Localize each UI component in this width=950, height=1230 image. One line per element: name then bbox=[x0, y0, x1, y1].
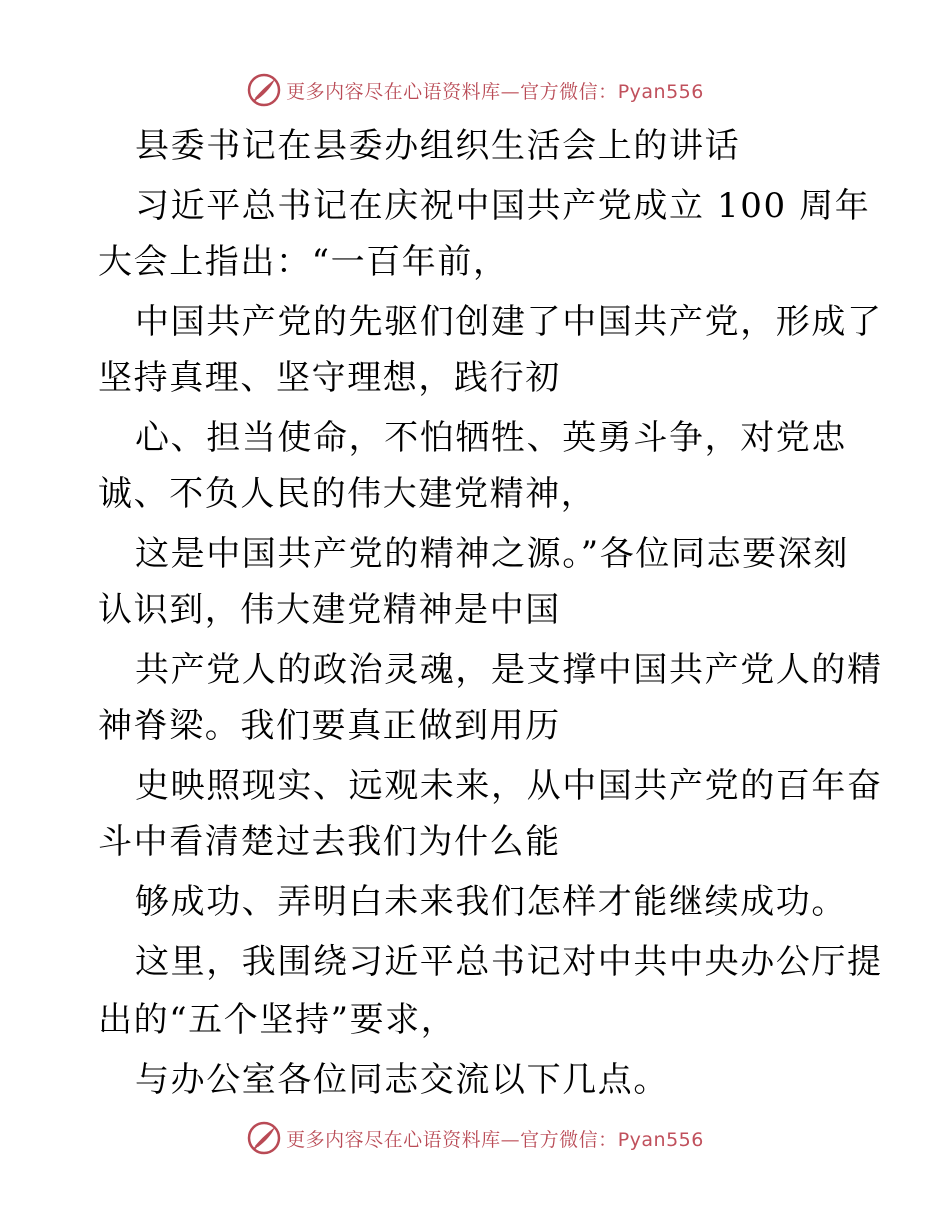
watermark-account: Pyan556 bbox=[617, 80, 704, 103]
watermark-title: 更多内容尽在心语资料库 bbox=[286, 80, 501, 103]
paragraph-line: 神脊梁。我们要真正做到用历 bbox=[98, 706, 561, 746]
paragraph-line: 够成功、弄明白未来我们怎样才能继续成功。 bbox=[135, 882, 847, 922]
watermark-title: 更多内容尽在心语资料库 bbox=[286, 1128, 501, 1151]
paragraph-line: 中国共产党的先驱们创建了中国共产党，形成了 bbox=[135, 302, 883, 342]
paragraph-line: 这里，我围绕习近平总书记对中共中央办公厅提 bbox=[135, 942, 883, 982]
paragraph-line: 诚、不负人民的伟大建党精神， bbox=[98, 474, 597, 514]
watermark-separator: — bbox=[500, 1128, 521, 1151]
paragraph-line: 习近平总书记在庆祝中国共产党成立 100 周年 bbox=[135, 186, 871, 226]
header-watermark bbox=[0, 70, 950, 110]
paragraph-line: 与办公室各位同志交流以下几点。 bbox=[135, 1060, 669, 1100]
paragraph-line: 出的“五个坚持”要求， bbox=[98, 1000, 457, 1040]
watermark-account: Pyan556 bbox=[617, 1128, 704, 1151]
paragraph-line: 认识到，伟大建党精神是中国 bbox=[98, 590, 561, 630]
footer-watermark bbox=[0, 1118, 950, 1158]
watermark-account-label: 官方微信： bbox=[520, 1128, 618, 1151]
watermark-account-label: 官方微信： bbox=[520, 80, 618, 103]
watermark-text bbox=[286, 77, 704, 104]
quill-logo-icon bbox=[246, 72, 282, 108]
paragraph-line: 大会上指出：“一百年前， bbox=[98, 242, 509, 282]
document-title: 县委书记在县委办组织生活会上的讲话 bbox=[135, 126, 741, 166]
paragraph-line: 史映照现实、远观未来，从中国共产党的百年奋 bbox=[135, 766, 883, 806]
paragraph-line: 斗中看清楚过去我们为什么能 bbox=[98, 822, 561, 862]
paragraph-line: 共产党人的政治灵魂，是支撑中国共产党人的精 bbox=[135, 650, 883, 690]
watermark-separator: — bbox=[500, 80, 521, 103]
paragraph-line: 坚持真理、坚守理想，践行初 bbox=[98, 358, 561, 398]
watermark-text bbox=[286, 1125, 704, 1152]
paragraph-line: 心、担当使命，不怕牺牲、英勇斗争，对党忠 bbox=[135, 418, 847, 458]
quill-logo-icon bbox=[246, 1120, 282, 1156]
paragraph-line: 这是中国共产党的精神之源。”各位同志要深刻 bbox=[135, 534, 849, 574]
